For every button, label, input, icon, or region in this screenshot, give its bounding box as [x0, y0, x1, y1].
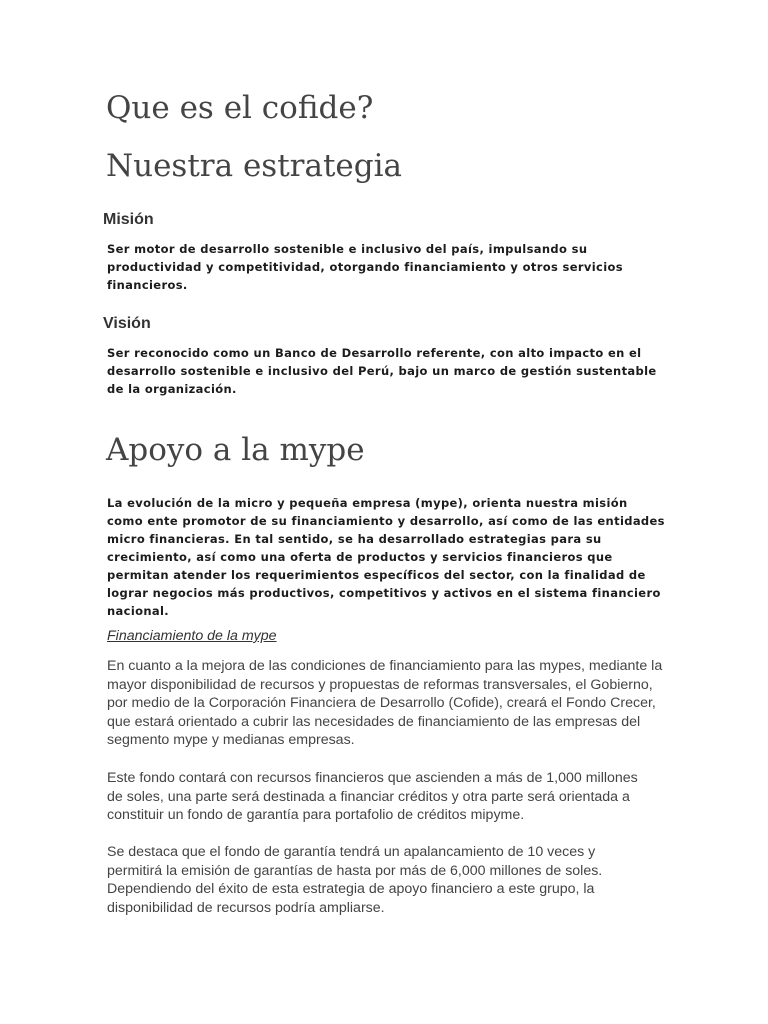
paragraph-fondo-crecer: En cuanto a la mejora de las condiciones de financiamiento para las mypes, mediante la mayor disponibilidad de recursos y propuestas de reformas transversales, el Gobierno, por medio de la Corporación Financiera de Desarrollo (Cofide), creará el Fondo Crecer, que estará orientado a cubrir las necesidades de financiamiento de las empresas del segmento mype y medianas empresas.: [107, 658, 663, 749]
paragraph-recursos: Este fondo contará con recursos financieros que ascienden a más de 1,000 millones de soles, una parte será destinada a financiar créditos y otra parte será orientada a constituir un fondo de garantía para portafolio de créditos mipyme.: [107, 770, 638, 824]
mission-text: Ser motor de desarrollo sostenible e inclusivo del país, impulsando su productividad y competitividad, otorgando financiamiento y otros servicios financieros.: [107, 242, 623, 292]
paragraph-garantia: Se destaca que el fondo de garantía tendrá un apalancamiento de 10 veces y permitirá la emisión de garantías de hasta por más de 6,000 millones de soles. Dependiendo del éxito de esta estrategia de apoyo financiero a este grupo, la disponibilidad de recursos podría ampliarse.: [107, 844, 603, 916]
strategy-heading: Nuestra estrategia: [106, 148, 403, 184]
mype-intro: La evolución de la micro y pequeña empresa (mype), orienta nuestra misión como ente promotor de su financiamiento y desarrollo, así como de las entidades micro financieras. En tal sentido, se ha desarrollado estrategias para su crecimiento, así como una oferta de productos y servicios financieros que permitan atender los requerimientos específicos del sector, con la finalidad de lograr negocios más productivos, competitivos y activos en el sistema financiero nacional.: [107, 496, 665, 618]
financing-subheading: Financiamiento de la mype: [107, 628, 277, 644]
vision-heading: Visión: [103, 315, 151, 332]
page-title: Que es el cofide?: [106, 90, 374, 126]
mype-heading: Apoyo a la mype: [106, 432, 365, 468]
mission-heading: Misión: [103, 211, 154, 228]
vision-text: Ser reconocido como un Banco de Desarrollo referente, con alto impacto en el desarrollo sostenible e inclusivo del Perú, bajo un marco de gestión sustentable de la organización.: [107, 346, 657, 396]
